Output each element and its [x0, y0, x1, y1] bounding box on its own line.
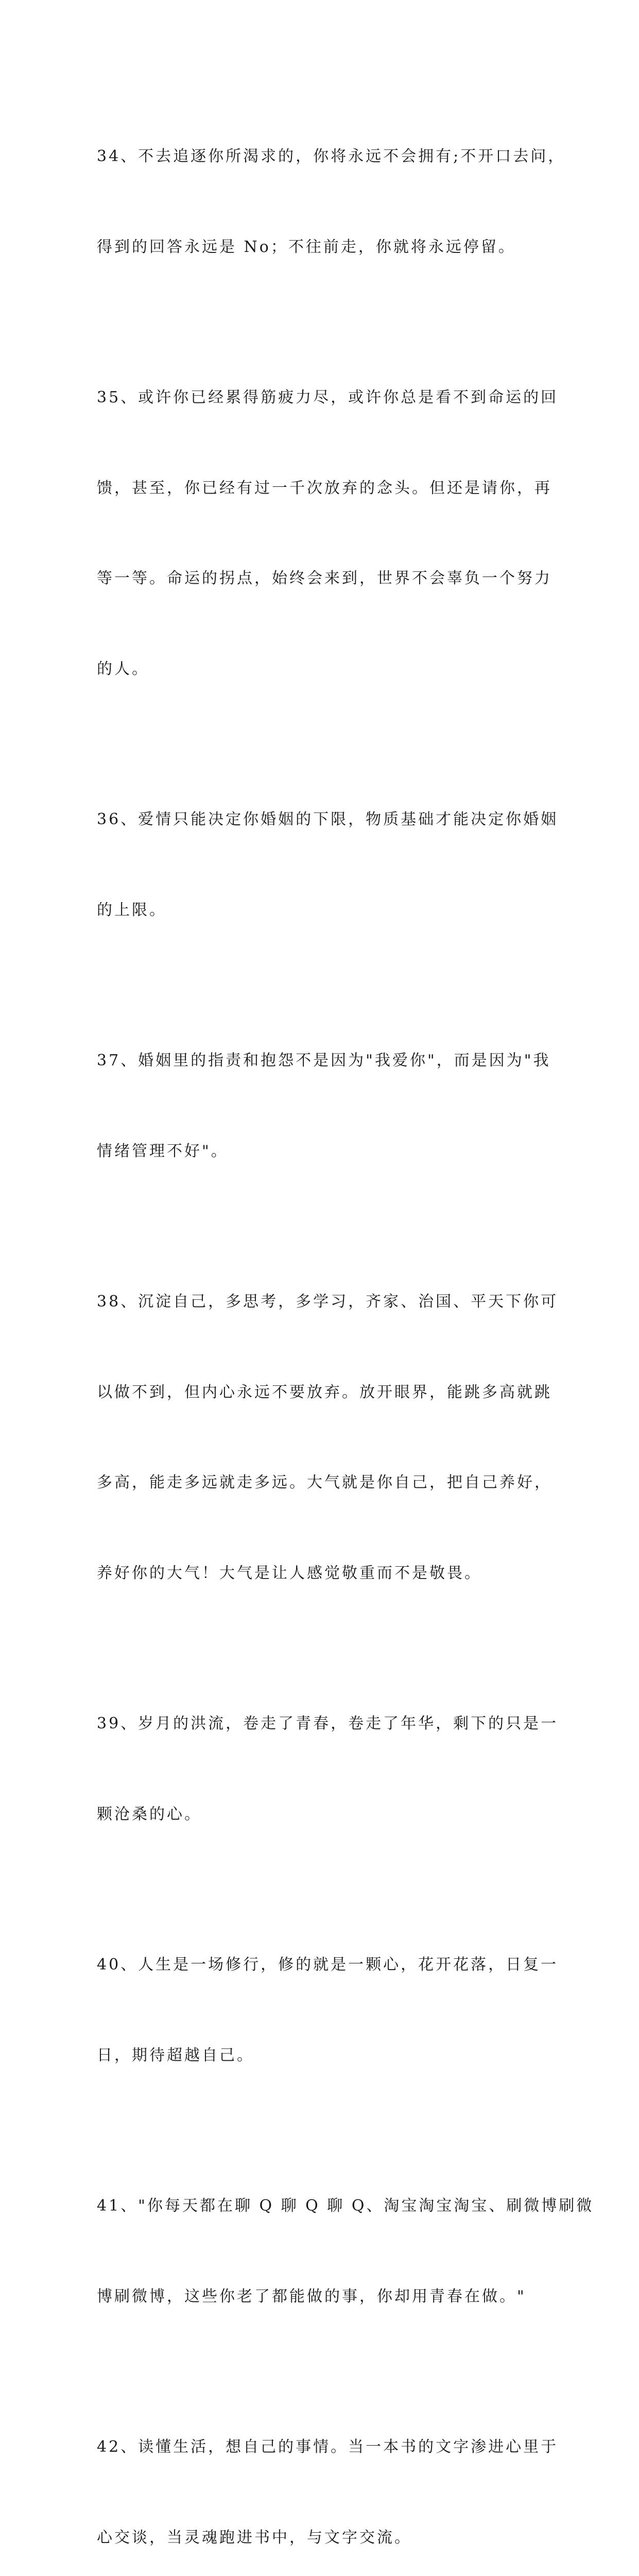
paragraph-37: [97, 986, 551, 1227]
paragraph-line: 36、爱情只能决定你婚姻的下限，物质基础才能决定你婚姻: [97, 810, 559, 828]
paragraph-line: 以做不到，但内心永远不要放弃。放开眼界，能跳多高就跳: [97, 1383, 552, 1401]
paragraph-line: 34、不去追逐你所渴求的，你将永远不会拥有;不开口去问，: [97, 147, 566, 165]
paragraph-line: 心交谈，当灵魂跑进书中，与文字交流。: [97, 2528, 412, 2547]
paragraph-line: 35、或许你已经累得筋疲力尽，或许你总是看不到命运的回: [97, 388, 559, 406]
paragraph-line: 养好你的大气！大气是让人感觉敬重而不是敬畏。: [97, 1564, 482, 1582]
paragraph-line: 日，期待超越自己。: [97, 2046, 254, 2064]
paragraph-line: 38、沉淀自己，多思考，多学习，齐家、治国、平天下你可: [97, 1293, 559, 1311]
paragraph-line: 得到的回答永远是 No；不往前走，你就将永远停留。: [97, 238, 516, 256]
paragraph-line: 的上限。: [97, 901, 167, 919]
paragraph-42: [97, 2372, 559, 2576]
paragraph-line: 等一等。命运的拐点，始终会来到，世界不会辜负一个努力: [97, 569, 552, 587]
paragraph-40: [97, 1890, 559, 2131]
paragraph-line: 博刷微博，这些你老了都能做的事，你却用青春在做。": [97, 2287, 526, 2306]
paragraph-line: 情绪管理不好"。: [97, 1142, 229, 1160]
paragraph-38: [97, 1227, 559, 1649]
paragraph-41: [97, 2131, 594, 2372]
paragraph-line: 37、婚姻里的指责和抱怨不是因为"我爱你"，而是因为"我: [97, 1052, 551, 1070]
paragraph-34: [97, 81, 566, 323]
document-body: [97, 81, 594, 2576]
paragraph-line: 40、人生是一场修行，修的就是一颗心，花开花落，日复一: [97, 1956, 559, 1974]
paragraph-line: 41、"你每天都在聊 Q 聊 Q 聊 Q、淘宝淘宝淘宝、刷微博刷微: [97, 2197, 594, 2215]
paragraph-39: [97, 1649, 559, 1890]
paragraph-line: 多高，能走多远就走多远。大气就是你自己，把自己养好，: [97, 1473, 552, 1492]
paragraph-36: [97, 744, 559, 986]
paragraph-35: [97, 323, 559, 744]
paragraph-line: 42、读懂生活，想自己的事情。当一本书的文字渗进心里于: [97, 2438, 559, 2456]
paragraph-line: 的人。: [97, 659, 149, 678]
paragraph-line: 颗沧桑的心。: [97, 1805, 202, 1823]
paragraph-line: 馈，甚至，你已经有过一千次放弃的念头。但还是请你，再: [97, 479, 552, 497]
paragraph-line: 39、岁月的洪流，卷走了青春，卷走了年华，剩下的只是一: [97, 1715, 559, 1733]
